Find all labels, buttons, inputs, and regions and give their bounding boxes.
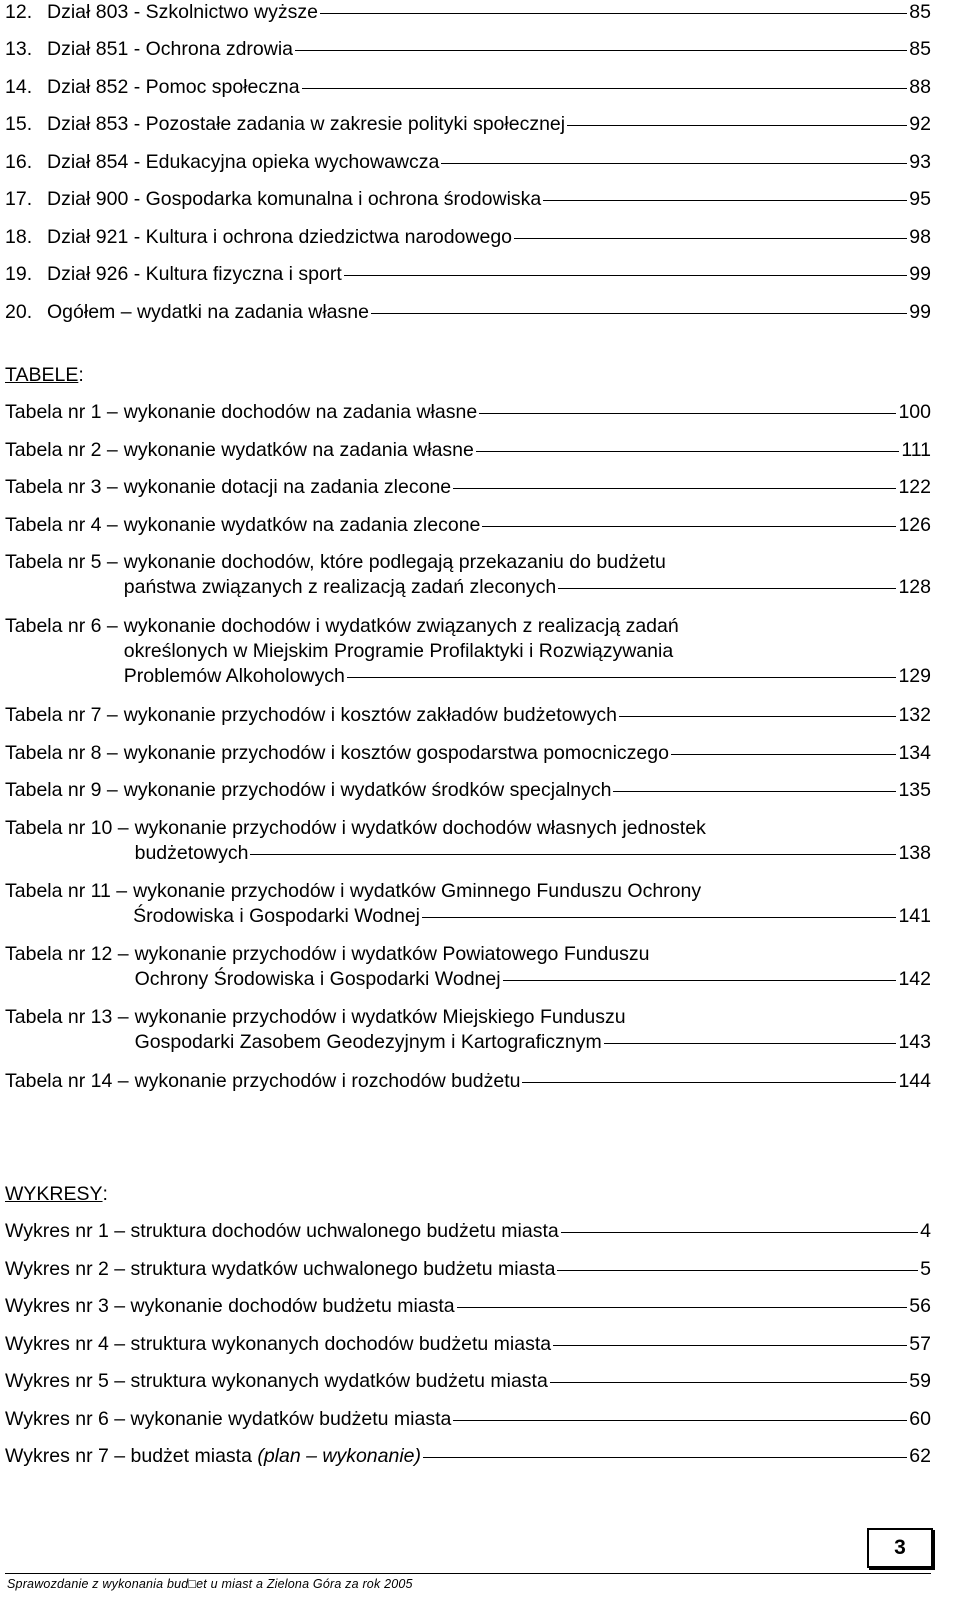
entry-page: 132 [898, 704, 931, 726]
entry-line [133, 904, 931, 929]
entry-line [124, 475, 931, 500]
entry-body [124, 741, 931, 766]
leader-line [543, 200, 907, 201]
entry-label: Tabela nr 13 – [5, 1006, 129, 1028]
entry-title: Wykres nr 6 – wykonanie wydatków budżetu miasta [5, 1408, 452, 1430]
entry-text: Gospodarki Zasobem Geodezyjnym i Kartograficznym [134, 1031, 602, 1053]
toc-row [5, 475, 931, 500]
toc-entry[interactable] [5, 879, 931, 929]
leader-line [503, 980, 897, 981]
toc-entry[interactable] [5, 942, 931, 992]
entry-body [124, 614, 931, 689]
entry-page: 100 [898, 401, 931, 423]
entry-page: 126 [898, 514, 931, 536]
toc-row [5, 879, 931, 929]
leader-line [423, 1457, 907, 1458]
entry-label: Tabela nr 10 – [5, 817, 129, 839]
entry-line [135, 942, 931, 967]
leader-line [295, 50, 907, 51]
entry-text: wykonanie wydatków na zadania zlecone [123, 514, 481, 536]
leader-line [476, 451, 899, 452]
entry-page: 93 [909, 151, 931, 173]
leader-line [422, 917, 896, 918]
leader-line [604, 1043, 897, 1044]
leader-line [567, 125, 907, 126]
toc-row [5, 513, 931, 538]
toc-entry[interactable] [5, 816, 931, 866]
toc-entry[interactable] [5, 0, 931, 25]
toc-entry[interactable] [5, 187, 931, 212]
toc-line [5, 187, 931, 212]
toc-row [5, 550, 931, 600]
entry-line [124, 778, 931, 803]
toc-line [5, 1407, 931, 1432]
entry-page: 85 [909, 38, 931, 60]
toc-row [5, 1005, 931, 1055]
leader-line [671, 754, 897, 755]
entry-page: 92 [909, 113, 931, 135]
leader-line [250, 854, 896, 855]
entry-line [124, 513, 931, 538]
entry-page: 88 [909, 76, 931, 98]
footer-rule [5, 1573, 931, 1574]
entry-number: 20. [5, 301, 33, 323]
toc-entry[interactable] [5, 1069, 931, 1094]
entry-body [135, 816, 931, 866]
toc-entry[interactable] [5, 1444, 931, 1469]
entry-line [135, 1005, 931, 1030]
entry-line [135, 967, 931, 992]
toc-line [5, 75, 931, 100]
entry-number: 18. [5, 226, 33, 248]
entry-text: wykonanie dotacji na zadania zlecone [123, 476, 452, 498]
toc-entry[interactable] [5, 1005, 931, 1055]
toc-row [5, 703, 931, 728]
entry-text: wykonanie przychodów i wydatków środków specjalnych [123, 779, 612, 801]
entry-text: Problemów Alkoholowych [123, 665, 345, 687]
entry-line [124, 575, 931, 600]
entry-text: wykonanie przychodów i kosztów zakładów budżetowych [123, 704, 617, 726]
entry-page: 56 [909, 1295, 931, 1317]
toc-line [5, 1294, 931, 1319]
entry-text: Środowiska i Gospodarki Wodnej [133, 905, 421, 927]
entry-line [124, 703, 931, 728]
entry-page: 111 [901, 439, 931, 461]
entry-page: 144 [898, 1070, 931, 1092]
entry-number: 16. [5, 151, 33, 173]
entry-page: 122 [898, 476, 931, 498]
entry-label: Tabela nr 9 – [5, 779, 118, 801]
toc-entry[interactable] [5, 475, 931, 500]
entry-title: Wykres nr 2 – struktura wydatków uchwalonego budżetu miasta [5, 1258, 556, 1280]
leader-line [441, 163, 907, 164]
entry-body [133, 879, 931, 929]
entry-line [124, 664, 931, 689]
entry-page: 57 [909, 1333, 931, 1355]
leader-line [613, 791, 896, 792]
toc-row [5, 741, 931, 766]
toc-line [5, 0, 931, 25]
entry-body [124, 513, 931, 538]
toc-entry[interactable] [5, 513, 931, 538]
entry-title: Dział 853 - Pozostałe zadania w zakresie polityki społecznej [47, 113, 566, 135]
leader-line [522, 1082, 896, 1083]
entry-text: wykonanie dochodów i wydatków związanych z realizacją zadań [123, 615, 679, 637]
toc-entry[interactable] [5, 1332, 931, 1357]
entry-text: budżetowych [134, 842, 249, 864]
entry-line [133, 879, 931, 904]
entry-title: Dział 900 - Gospodarka komunalna i ochrona środowiska [47, 188, 542, 210]
entry-title: Dział 803 - Szkolnictwo wyższe [47, 1, 318, 23]
entry-body [135, 942, 931, 992]
entry-label: Tabela nr 6 – [5, 615, 118, 637]
leader-line [453, 1420, 907, 1421]
entry-text: wykonanie dochodów na zadania własne [123, 401, 478, 423]
entry-line [124, 614, 931, 639]
leader-line [371, 313, 907, 314]
entry-body [124, 400, 931, 425]
toc-line [5, 37, 931, 62]
entry-page: 98 [909, 226, 931, 248]
entry-label: Tabela nr 11 – [5, 880, 128, 902]
entry-text: wykonanie dochodów, które podlegają przekazaniu do budżetu [123, 551, 666, 573]
leader-line [479, 413, 896, 414]
toc-entry[interactable] [5, 550, 931, 600]
entry-label: Tabela nr 2 – [5, 439, 118, 461]
toc-line [5, 112, 931, 137]
toc-row [5, 438, 931, 463]
entry-body [124, 550, 931, 600]
entry-page: 135 [898, 779, 931, 801]
entry-line [124, 639, 931, 664]
page-number: 3 [867, 1528, 933, 1568]
toc-line [5, 225, 931, 250]
entry-line [135, 1069, 931, 1094]
toc-row [5, 816, 931, 866]
footer-text: Sprawozdanie z wykonania bud□et u miast a Zielona Góra za rok 2005 [7, 1577, 413, 1591]
toc-entry[interactable] [5, 438, 931, 463]
entry-page: 99 [909, 301, 931, 323]
toc-line [5, 1257, 931, 1282]
leader-line [482, 526, 896, 527]
leader-line [558, 588, 896, 589]
entry-page: 62 [909, 1445, 931, 1467]
entry-page: 59 [909, 1370, 931, 1392]
toc-row [5, 1069, 931, 1094]
entry-text: Ochrony Środowiska i Gospodarki Wodnej [134, 968, 501, 990]
entry-number: 15. [5, 113, 33, 135]
entry-label: Tabela nr 5 – [5, 551, 118, 573]
entry-line [124, 741, 931, 766]
entry-line [135, 816, 931, 841]
entry-title: Ogółem – wydatki na zadania własne [47, 301, 369, 323]
toc-entry[interactable] [5, 1294, 931, 1319]
toc-row [5, 778, 931, 803]
entry-title: Dział 854 - Edukacyjna opieka wychowawcza [47, 151, 440, 173]
entry-label: Tabela nr 14 – [5, 1070, 129, 1092]
entry-label: Tabela nr 8 – [5, 742, 118, 764]
entry-page: 129 [898, 665, 931, 687]
entry-title: Wykres nr 3 – wykonanie dochodów budżetu miasta [5, 1295, 455, 1317]
leader-line [561, 1232, 918, 1233]
entry-body [135, 1069, 931, 1094]
entry-title: Wykres nr 4 – struktura wykonanych dochodów budżetu miasta [5, 1333, 552, 1355]
entry-body [124, 438, 931, 463]
toc-line [5, 300, 931, 325]
entry-text: wykonanie przychodów i wydatków Miejskiego Funduszu [134, 1006, 626, 1028]
entry-text: wykonanie przychodów i wydatków Powiatowego Funduszu [134, 943, 650, 965]
entry-number: 19. [5, 263, 33, 285]
entry-page: 85 [909, 1, 931, 23]
toc-line [5, 1332, 931, 1357]
toc-row [5, 614, 931, 689]
leader-line [550, 1382, 907, 1383]
entry-text: wykonanie przychodów i wydatków dochodów własnych jednostek [134, 817, 706, 839]
toc-entry[interactable] [5, 37, 931, 62]
toc-entry[interactable] [5, 75, 931, 100]
leader-line [619, 716, 897, 717]
leader-line [553, 1345, 907, 1346]
entry-page: 99 [909, 263, 931, 285]
toc-entry[interactable] [5, 614, 931, 689]
toc-line [5, 150, 931, 175]
entry-page: 95 [909, 188, 931, 210]
entry-title: Dział 852 - Pomoc społeczna [47, 76, 300, 98]
toc-line [5, 1444, 931, 1469]
toc-entry[interactable] [5, 1369, 931, 1394]
entry-title: Wykres nr 7 – budżet miasta [5, 1445, 252, 1467]
entry-label: Tabela nr 12 – [5, 943, 129, 965]
entry-title: Dział 921 - Kultura i ochrona dziedzictwa narodowego [47, 226, 513, 248]
toc-entry[interactable] [5, 778, 931, 803]
entry-page: 134 [898, 742, 931, 764]
toc-entry[interactable] [5, 262, 931, 287]
entry-number: 14. [5, 76, 33, 98]
entry-text: określonych w Miejskim Programie Profilaktyki i Rozwiązywania [123, 640, 674, 662]
entry-label: Tabela nr 3 – [5, 476, 118, 498]
toc-line [5, 262, 931, 287]
entry-number: 17. [5, 188, 33, 210]
leader-line [344, 275, 908, 276]
entry-body [124, 475, 931, 500]
entry-body [124, 703, 931, 728]
tabele-heading: TABELE: [5, 364, 84, 386]
leader-line [557, 1270, 918, 1271]
toc-entry[interactable] [5, 1407, 931, 1432]
leader-line [347, 677, 897, 678]
entry-page: 141 [898, 905, 931, 927]
entry-page: 60 [909, 1408, 931, 1430]
entry-line [135, 841, 931, 866]
entry-line [135, 1030, 931, 1055]
entry-line [124, 438, 931, 463]
entry-number: 12. [5, 1, 33, 23]
toc-entry[interactable] [5, 1219, 931, 1244]
entry-label: Tabela nr 4 – [5, 514, 118, 536]
leader-line [320, 13, 907, 14]
toc-line [5, 1219, 931, 1244]
wykresy-heading: WYKRESY: [5, 1183, 108, 1205]
entry-page: 4 [920, 1220, 931, 1242]
leader-line [457, 1307, 908, 1308]
entry-page: 5 [920, 1258, 931, 1280]
entry-text: wykonanie przychodów i wydatków Gminnego Funduszu Ochrony [133, 880, 702, 902]
toc-entry[interactable] [5, 150, 931, 175]
toc-row [5, 942, 931, 992]
toc-entry[interactable] [5, 703, 931, 728]
entry-title: Wykres nr 1 – struktura dochodów uchwalonego budżetu miasta [5, 1220, 559, 1242]
entry-page: 142 [898, 968, 931, 990]
entry-page: 138 [898, 842, 931, 864]
toc-entry[interactable] [5, 300, 931, 325]
entry-title-italic: (plan – wykonanie) [257, 1445, 422, 1467]
toc-entry[interactable] [5, 225, 931, 250]
entry-body [124, 778, 931, 803]
entry-line [124, 550, 931, 575]
toc-entry[interactable] [5, 400, 931, 425]
entry-title: Dział 926 - Kultura fizyczna i sport [47, 263, 342, 285]
leader-line [302, 88, 908, 89]
entry-title: Dział 851 - Ochrona zdrowia [47, 38, 294, 60]
toc-entry[interactable] [5, 1257, 931, 1282]
entry-number: 13. [5, 38, 33, 60]
entry-text: państwa związanych z realizacją zadań zleconych [123, 576, 557, 598]
entry-text: wykonanie przychodów i kosztów gospodarstwa pomocniczego [123, 742, 669, 764]
entry-page: 128 [898, 576, 931, 598]
entry-title: Wykres nr 5 – struktura wykonanych wydatków budżetu miasta [5, 1370, 548, 1392]
entry-label: Tabela nr 1 – [5, 401, 118, 423]
entry-label: Tabela nr 7 – [5, 704, 118, 726]
leader-line [514, 238, 907, 239]
entry-text: wykonanie wydatków na zadania własne [123, 439, 474, 461]
entry-page: 143 [898, 1031, 931, 1053]
entry-text: wykonanie przychodów i rozchodów budżetu [134, 1070, 521, 1092]
toc-row [5, 400, 931, 425]
toc-entry[interactable] [5, 112, 931, 137]
entry-body [135, 1005, 931, 1055]
leader-line [453, 488, 896, 489]
toc-entry[interactable] [5, 741, 931, 766]
entry-line [124, 400, 931, 425]
toc-line [5, 1369, 931, 1394]
